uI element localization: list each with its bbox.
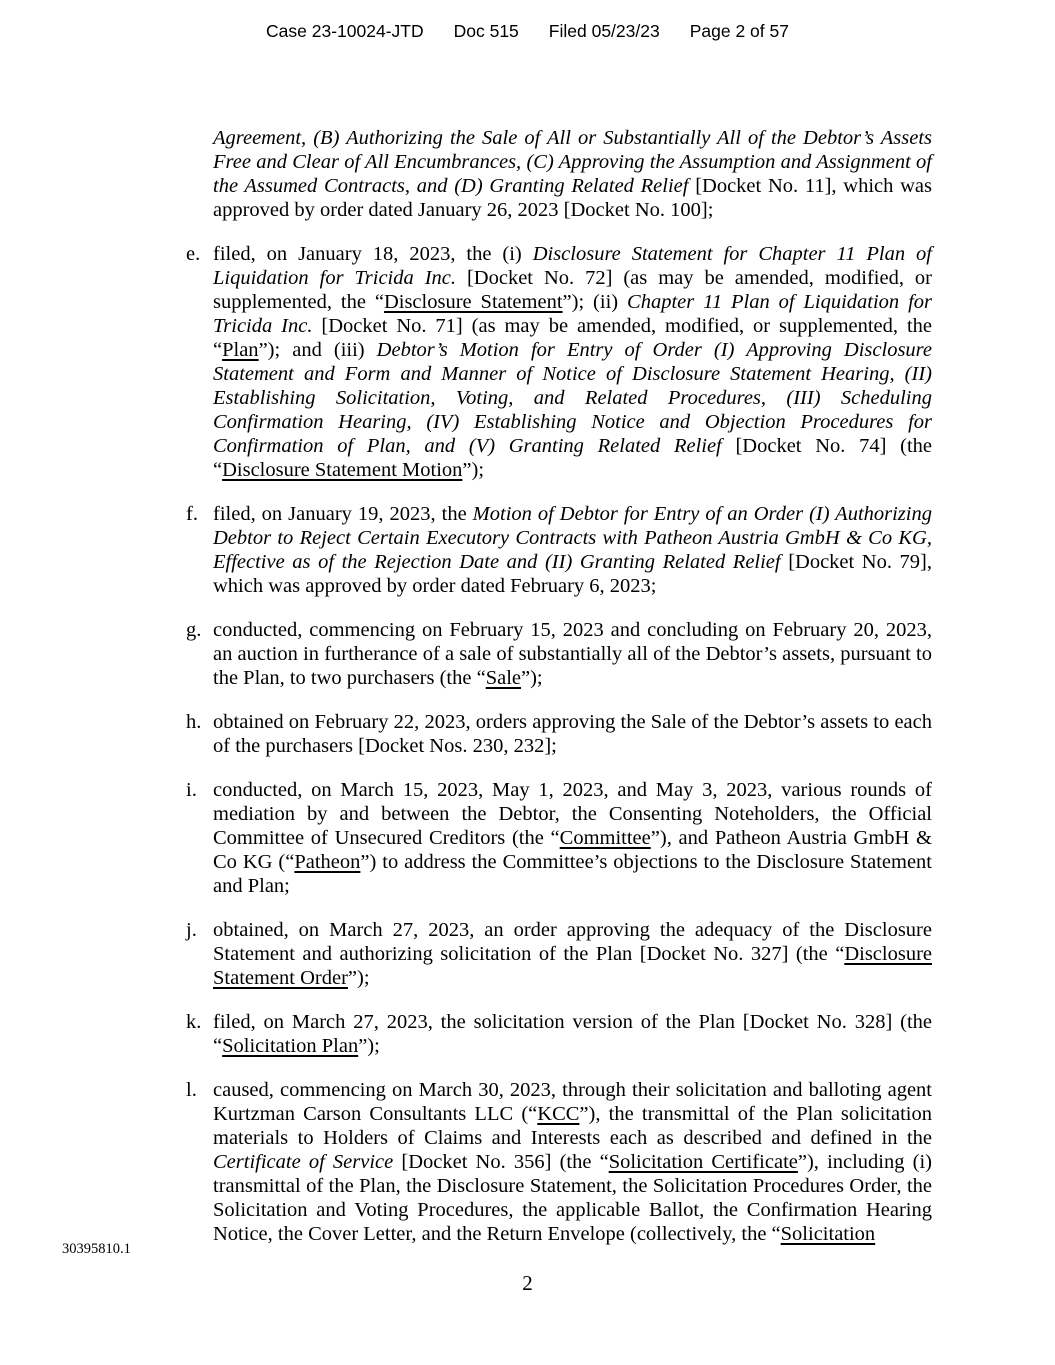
paragraph-h [186,710,932,758]
text-run: [Docket No. 356] (the “ [393,1151,609,1173]
paragraph-text [213,503,932,597]
text-run: Debtor’s Motion for Entry of Order (I) Approving Disclosure Statement and Form and Manner of Notice of Disclosure Statement Hearing, (II) Establishing Solicitation, Voting, and Related Procedures, (III) Scheduling Confirmation Hearing, (IV) Establishing Notice and Objection Procedures for Confirmation of Plan, and (V) Granting Related Relief [213,339,932,457]
paragraph-k [186,1010,932,1058]
text-run: filed, on January 19, 2023, the [213,503,473,525]
page-number: 2 [522,1271,533,1295]
paragraph-f [186,502,932,598]
text-run: Disclosure Statement for Chapter 11 Plan of Liquidation for Tricida Inc. [213,243,932,289]
paragraph-text [213,1011,932,1057]
text-run: obtained on February 22, 2023, orders approving the Sale of the Debtor’s assets to each of the purchasers [Docket Nos. 230, 232]; [213,711,932,757]
text-run: caused, commencing on March 30, 2023, through their solicitation and balloting agent Kurtzman Carson Consultants LLC (“ [213,1079,932,1125]
text-run: obtained, on March 27, 2023, an order approving the adequacy of the Disclosure Statement and authorizing solicitation of the Plan [Docket No. 327] (the “ [213,919,932,965]
text-run: ”) to address the Committee’s objections to the Disclosure Statement and Plan; [213,851,932,897]
paragraph-label: j. [186,919,197,941]
text-run: Plan [222,339,259,361]
text-run: ”); (ii) [562,291,628,313]
text-run: [Docket No. 71] (as may be amended, modified, or supplemented, the “ [213,315,932,361]
text-run: ”); [347,967,370,989]
filed-date: Filed 05/23/23 [548,21,660,41]
paragraph-text [213,1079,932,1245]
text-run: Disclosure Statement [383,291,563,313]
doc-number: Doc 515 [453,21,519,41]
paragraph-g [186,618,932,690]
paragraph-e [186,242,933,482]
text-run: [Docket No. 74] (the “ [213,435,933,481]
paragraph-label: h. [186,711,202,733]
text-run: ”); [462,459,485,481]
text-run: Patheon [294,851,361,873]
text-run: KCC [537,1103,580,1125]
paragraph-label: l. [186,1079,197,1101]
paragraph-text [213,243,932,481]
text-run: [Docket No. 11], which was approved by order dated January 26, 2023 [Docket No. 100]; [213,175,932,221]
text-run: conducted, commencing on February 15, 2023 and concluding on February 20, 2023, an auction in furtherance of a sale of substantially all of the Debtor’s assets, pursuant to the Plan, to two purchasers (the “ [213,619,932,689]
text-run: Solicitation [780,1223,876,1245]
text-run: ”); [358,1035,380,1057]
paragraph-label: e. [186,243,201,265]
text-run: Committee [559,827,651,849]
text-run: ”), and Patheon Austria GmbH & Co KG (“ [213,827,932,873]
paragraph-text [213,779,932,897]
paragraph-continuation [213,126,932,222]
text-run: Solicitation Certificate [608,1151,798,1173]
text-run: Disclosure Statement Motion [222,459,463,481]
text-run: Chapter 11 Plan of Liquidation for Tricida Inc. [213,291,932,337]
paragraph-label: g. [186,619,202,641]
text-run: ”), including (i) transmittal of the Plan, the Disclosure Statement, the Solicitation Procedures Order, the Solicitation and Voting Procedures, the applicable Ballot, the Confirmation Hearing Notice, the Cover Letter, and the Return Envelope (collectively, the “ [213,1151,932,1245]
text-run: Sale [485,667,521,689]
text-run: Solicitation Plan [222,1035,359,1057]
text-run: Certificate of Service [213,1151,394,1173]
paragraph-text [213,919,932,989]
paragraph-label: f. [186,503,198,525]
text-run: Motion of Debtor for Entry of an Order (I) Authorizing Debtor to Reject Certain Executory Contracts with Patheon Austria GmbH & Co KG, Effective as of the Rejection Date and (II) Granting Related Relief [213,503,932,573]
text-run: Disclosure Statement Order [213,943,932,989]
text-run: Agreement, (B) Authorizing the Sale of All or Substantially All of the Debtor’s Assets Free and Clear of All Encumbrances, (C) Approving the Assumption and Assignment of the Assumed Contracts, and (D) Granting Related Relief [213,127,932,197]
paragraph-text [213,619,932,689]
text-run: [Docket No. 79], which was approved by order dated February 6, 2023; [213,551,932,597]
paragraph-label: k. [186,1011,202,1033]
text-run: ”), the transmittal of the Plan solicitation materials to Holders of Claims and Interests each as described and defined in the [213,1103,932,1149]
text-run: filed, on January 18, 2023, the (i) [213,243,533,265]
paragraph-label: i. [186,779,197,801]
paragraph-i [186,778,932,898]
text-run: filed, on March 27, 2023, the solicitation version of the Plan [Docket No. 328] (the “ [213,1011,932,1057]
document-id-footer: 30395810.1 [62,1241,131,1257]
case-number: Case 23-10024-JTD [266,21,424,41]
page-info: Page 2 of 57 [689,21,789,41]
paragraph-text [213,127,932,221]
paragraph-j [186,918,932,990]
text-run: [Docket No. 72] (as may be amended, modified, or supplemented, the “ [213,267,932,313]
text-run: ”); [520,667,543,689]
paragraph-text [213,711,932,757]
document-body [186,126,933,1266]
text-run: conducted, on March 15, 2023, May 1, 2023, and May 3, 2023, various rounds of mediation by and between the Debtor, the Consenting Noteholders, the Official Committee of Unsecured Creditors (the “ [213,779,932,849]
case-header [0,21,1055,42]
paragraph-l [186,1078,932,1246]
text-run: ”); and (iii) [258,339,377,361]
